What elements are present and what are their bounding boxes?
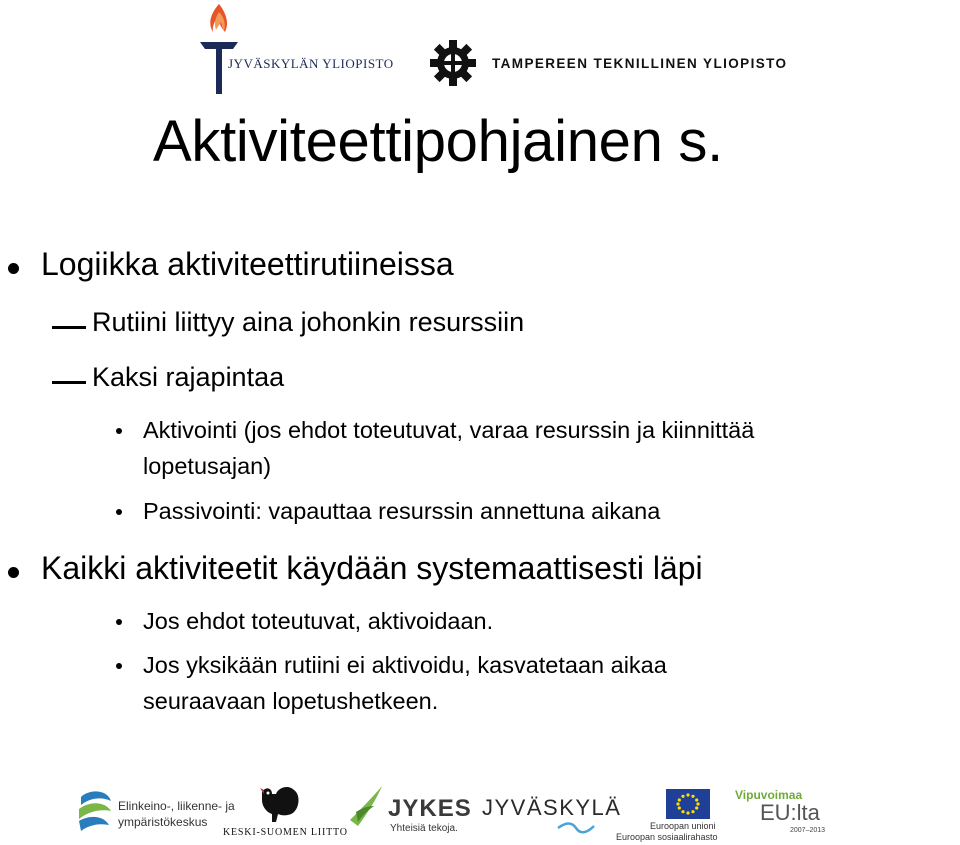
- eu-flag-icon: [666, 789, 710, 819]
- ely-emblem-icon: [75, 789, 115, 833]
- ksl-logo: [254, 782, 304, 824]
- ksl-name: KESKI-SUOMEN LIITTO: [223, 827, 348, 838]
- vipu-years: 2007–2013: [790, 827, 826, 834]
- jyu-name: JYVÄSKYLÄN YLIOPISTO: [228, 56, 394, 71]
- item-jos-yksikaan-cont: seuraavaan lopetushetkeen.: [143, 688, 439, 714]
- ely-text-line1: Elinkeino-, liikenne- ja: [118, 799, 235, 813]
- vipu-main: EU:lta: [760, 800, 820, 825]
- ely-text-line2: ympäristökeskus: [118, 815, 208, 829]
- tty-gear-logo: [430, 40, 476, 86]
- jykes-logo: [346, 782, 388, 832]
- eu-flag: [666, 789, 710, 819]
- item-passivointi: Passivointi: vapauttaa resurssin annettuna aikana: [143, 498, 661, 524]
- item-logiikka: Logiikka aktiviteettirutiineissa: [41, 246, 454, 282]
- bullet-level3: [116, 509, 122, 515]
- dash-level2: [52, 381, 86, 384]
- eu-text-line1: Euroopan unioni: [650, 821, 716, 831]
- bullet-level1: [8, 567, 19, 578]
- bullet-level1: [8, 263, 19, 274]
- jykes-tagline: Yhteisiä tekoja.: [390, 823, 458, 834]
- item-aktivointi-cont: lopetusajan): [143, 453, 272, 479]
- item-aktivointi: Aktivointi (jos ehdot toteutuvat, varaa resurssin ja kiinnittää: [143, 417, 755, 443]
- jyvaskyla-name: JYVÄSKYLÄ: [482, 795, 622, 820]
- bullet-level3: [116, 663, 122, 669]
- gear-icon: [430, 40, 476, 86]
- capercaillie-icon: [254, 782, 304, 824]
- wave-icon: [556, 820, 596, 834]
- jyu-logo: [196, 2, 242, 94]
- item-kaikki-aktiviteetit: Kaikki aktiviteetit käydään systemaattisesti läpi: [41, 550, 703, 586]
- bullet-level3: [116, 619, 122, 625]
- item-jos-ehdot: Jos ehdot toteutuvat, aktivoidaan.: [143, 608, 494, 634]
- slide-title: Aktiviteettipohjainen s.: [153, 109, 723, 174]
- item-jos-yksikaan: Jos yksikään rutiini ei aktivoidu, kasvatetaan aikaa: [143, 652, 667, 678]
- jykes-swoosh-icon: [346, 782, 388, 832]
- eu-text-line2: Euroopan sosiaalirahasto: [616, 832, 718, 842]
- torch-icon: [196, 2, 242, 94]
- jykes-name: JYKES: [388, 795, 472, 822]
- tty-name: TAMPEREEN TEKNILLINEN YLIOPISTO: [492, 56, 788, 71]
- ely-logo: [75, 789, 115, 833]
- item-kaksi-rajapintaa: Kaksi rajapintaa: [92, 362, 285, 392]
- jyvaskyla-wave: [556, 820, 596, 834]
- bullet-level3: [116, 428, 122, 434]
- dash-level2: [52, 326, 86, 329]
- vipu-title: Vipuvoimaa: [735, 788, 803, 802]
- item-rutiini: Rutiini liittyy aina johonkin resurssiin: [92, 307, 525, 337]
